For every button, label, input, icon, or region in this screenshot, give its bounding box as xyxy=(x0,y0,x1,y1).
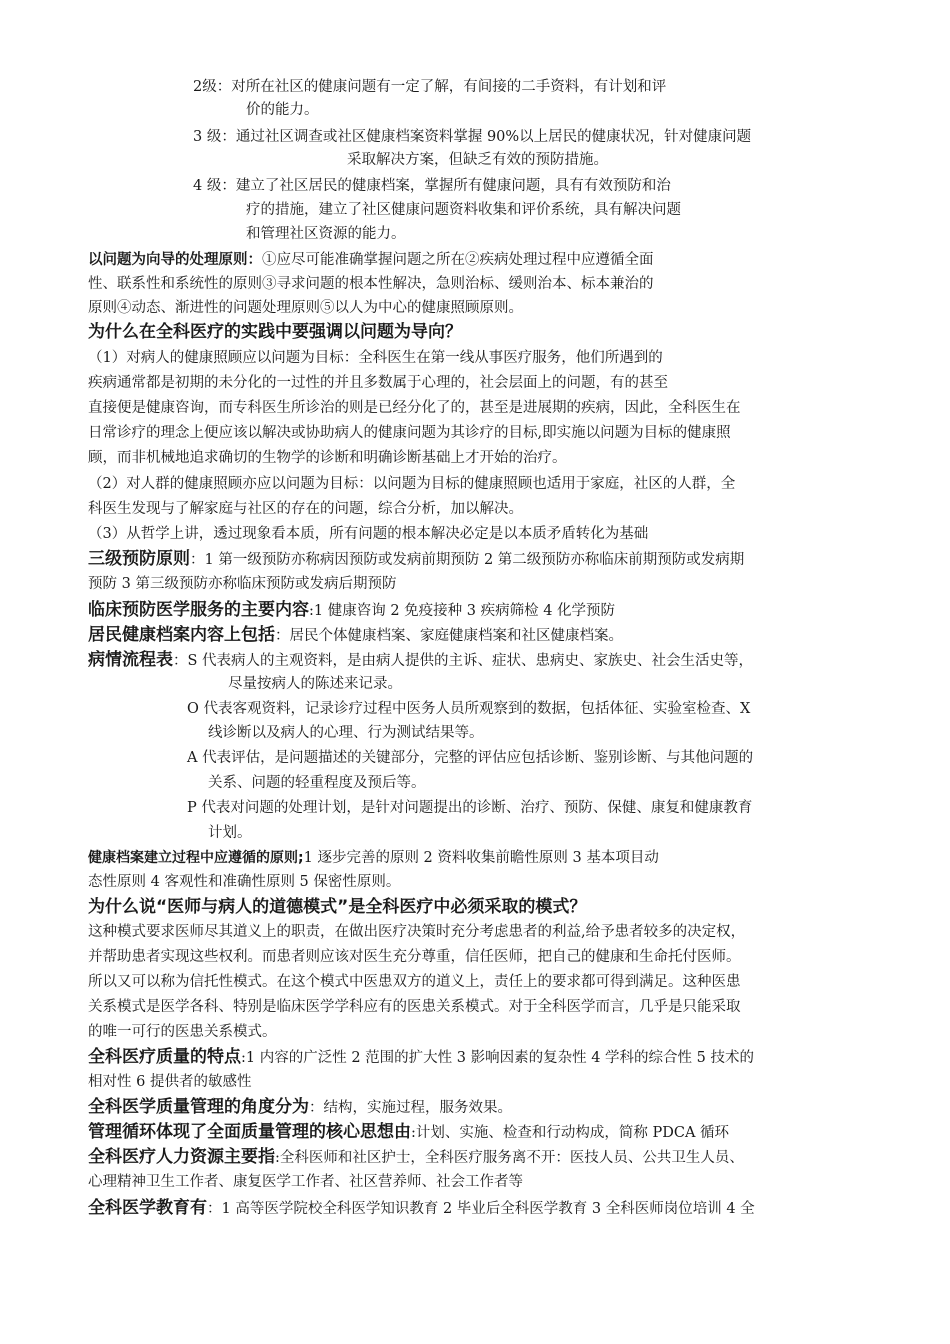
why-problem-p1-line-3: 直接便是健康咨询，而专科医生所诊治的则是已经分化了的，甚至是进展期的疾病，因此，全科医生在 xyxy=(88,400,741,416)
soap-s-line-2: 尽量按病人的陈述来记录。 xyxy=(228,676,402,692)
education-sep: ： xyxy=(207,1201,222,1217)
education-text: 1 高等医学院校全科医学知识教育 2 毕业后全科医学教育 3 全科医师岗位培训 4 全 xyxy=(221,1201,755,1217)
hr-sep: : xyxy=(275,1150,280,1166)
soap-title: 病情流程表 xyxy=(88,650,173,670)
ethics-line-2: 并帮助患者实现这些权利。而患者则应该对医生充分尊重，信任医师，把自己的健康和生命托付医师。 xyxy=(88,949,741,965)
why-problem-p1-line-5: 顾，而非机械地追求确切的生物学的诊断和明确诊断基础上才开始的治疗。 xyxy=(88,450,567,466)
principles-line-2: 性、联系性和系统性的原则③寻求问题的根本性解决，急则治标、缓则治本、标本兼治的 xyxy=(88,276,654,292)
education-title: 全科医学教育有 xyxy=(88,1198,207,1218)
records-line xyxy=(88,623,623,648)
why-problem-p2-line-1: （2）对人群的健康照顾亦应以问题为目标：以问题为目标的健康照顾也适用于家庭，社区的人群，全 xyxy=(88,476,736,492)
ethics-heading: 为什么说“医师与病人的道德模式”是全科医疗中必须采取的模式？ xyxy=(88,897,587,917)
records-title: 居民健康档案内容上包括 xyxy=(88,625,275,645)
clinical-text: 1 健康咨询 2 免疫接种 3 疾病筛检 4 化学预防 xyxy=(313,603,616,619)
why-problem-heading: 为什么在全科医疗的实践中要强调以问题为导向？ xyxy=(88,322,462,342)
records-sep: ： xyxy=(275,628,290,644)
clinical-line xyxy=(88,598,615,623)
hr-title: 全科医疗人力资源主要指 xyxy=(88,1147,275,1167)
quality-title: 全科医疗质量的特点 xyxy=(88,1047,241,1067)
pdca-text: 计划、实施、检查和行动构成，简称 PDCA 循环 xyxy=(415,1125,730,1141)
why-problem-p1-line-4: 日常诊疗的理念上便应该以解决或协助病人的健康问题为其诊疗的目标,即实施以问题为目标的健康照 xyxy=(88,425,731,441)
clinical-sep: : xyxy=(309,603,314,619)
why-problem-p2-line-2: 科医生发现与了解家庭与社区的存在的问题，综合分析，加以解决。 xyxy=(88,501,523,517)
pdca-sep: : xyxy=(411,1125,416,1141)
archive-line-2: 态性原则 4 客观性和准确性原则 5 保密性原则。 xyxy=(88,874,401,890)
archive-text-1: 1 逐步完善的原则 2 资料收集前瞻性原则 3 基本项目动 xyxy=(303,850,659,866)
soap-p-line-2: 计划。 xyxy=(208,825,252,841)
mgmt-angle-title: 全科医学质量管理的角度分为 xyxy=(88,1097,309,1117)
soap-s-line-1 xyxy=(88,648,753,673)
hr-text-1: 全科医师和社区护士，全科医疗服务离不开：医技人员、公共卫生人员、 xyxy=(279,1150,744,1166)
principles-line-1 xyxy=(88,248,654,272)
soap-a-line-1: A 代表评估，是问题描述的关键部分，完整的评估应包括诊断、鉴别诊断、与其他问题的 xyxy=(187,750,754,766)
why-problem-p1-line-2: 疾病通常都是初期的未分化的一过性的并且多数属于心理的，社会层面上的问题，有的甚至 xyxy=(88,375,668,391)
mgmt-angle-sep: ： xyxy=(309,1100,324,1116)
soap-sep: ： xyxy=(173,653,188,669)
prevention-line-1 xyxy=(88,547,744,572)
why-problem-p3: （3）从哲学上讲，透过现象看本质，所有问题的根本解决必定是以本质矛盾转化为基础 xyxy=(88,526,649,542)
principles-text-1: ①应尽可能准确掌握问题之所在②疾病处理过程中应遵循全面 xyxy=(262,252,654,268)
principles-line-3: 原则④动态、渐进性的问题处理原则⑤以人为中心的健康照顾原则。 xyxy=(88,300,523,316)
ethics-line-1: 这种模式要求医师尽其道义上的职责，在做出医疗决策时充分考虑患者的利益,给予患者较多的决定权， xyxy=(88,924,746,940)
archive-line-1 xyxy=(88,846,659,870)
soap-o-line-2: 线诊断以及病人的心理、行为测试结果等。 xyxy=(208,725,484,741)
hr-line-2: 心理精神卫生工作者、康复医学工作者、社区营养师、社会工作者等 xyxy=(88,1174,523,1190)
prevention-title: 三级预防原则 xyxy=(88,549,190,569)
archive-title: 健康档案建立过程中应遵循的原则 xyxy=(88,850,298,866)
level-2-line-2: 价的能力。 xyxy=(246,102,319,118)
prevention-line-2: 预防 3 第三级预防亦称临床预防或发病后期预防 xyxy=(88,576,397,592)
level-4-line-2: 疗的措施，建立了社区健康问题资料收集和评价系统，具有解决问题 xyxy=(246,202,681,218)
pdca-line xyxy=(88,1120,729,1145)
soap-a-line-2: 关系、问题的轻重程度及预后等。 xyxy=(208,775,426,791)
ethics-line-4: 关系模式是医学各科、特别是临床医学学科应有的医患关系模式。对于全科医学而言，几乎是只能采取 xyxy=(88,999,741,1015)
education-line xyxy=(88,1196,755,1221)
level-4-line-3: 和管理社区资源的能力。 xyxy=(246,226,406,242)
ethics-line-3: 所以又可以称为信托性模式。在这个模式中医患双方的道义上，责任上的要求都可得到满足。这种医患 xyxy=(88,974,741,990)
quality-sep: : xyxy=(241,1050,246,1066)
quality-text-1: 1 内容的广泛性 2 范围的扩大性 3 影响因素的复杂性 4 学科的综合性 5 技术的 xyxy=(245,1050,754,1066)
quality-line-1 xyxy=(88,1045,754,1070)
prevention-text-1: 1 第一级预防亦称病因预防或发病前期预防 2 第二级预防亦称临床前期预防或发病期 xyxy=(204,552,745,568)
soap-s-text-1: S 代表病人的主观资料，是由病人提供的主诉、症状、患病史、家族史、社会生活史等， xyxy=(187,653,754,669)
hr-line-1 xyxy=(88,1145,744,1170)
level-4-line-1: 4 级：建立了社区居民的健康档案，掌握所有健康问题，具有有效预防和治 xyxy=(193,178,671,194)
mgmt-angle-text: 结构，实施过程，服务效果。 xyxy=(323,1100,512,1116)
why-problem-p1-line-1: （1）对病人的健康照顾应以问题为目标：全科医生在第一线从事医疗服务，他们所遇到的 xyxy=(88,350,663,366)
prevention-sep: ： xyxy=(190,552,205,568)
level-2-line-1: 2级：对所在社区的健康问题有一定了解，有间接的二手资料，有计划和评 xyxy=(193,79,667,95)
principles-title: 以问题为向导的处理原则： xyxy=(88,252,262,268)
soap-o-line-1: O 代表客观资料，记录诊疗过程中医务人员所观察到的数据，包括体征、实验室检查、X xyxy=(187,701,751,717)
records-text: 居民个体健康档案、家庭健康档案和社区健康档案。 xyxy=(289,628,623,644)
pdca-title: 管理循环体现了全面质量管理的核心思想由 xyxy=(88,1122,411,1142)
level-3-line-1: 3 级：通过社区调查或社区健康档案资料掌握 90%以上居民的健康状况，针对健康问题 xyxy=(193,129,752,145)
clinical-title: 临床预防医学服务的主要内容 xyxy=(88,600,309,620)
mgmt-angle-line xyxy=(88,1095,512,1120)
level-3-line-2: 采取解决方案，但缺乏有效的预防措施。 xyxy=(347,152,608,168)
archive-sep: ; xyxy=(298,850,304,866)
soap-p-line-1: P 代表对问题的处理计划，是针对问题提出的诊断、治疗、预防、保健、康复和健康教育 xyxy=(187,800,753,816)
ethics-line-5: 的唯一可行的医患关系模式。 xyxy=(88,1024,277,1040)
quality-line-2: 相对性 6 提供者的敏感性 xyxy=(88,1074,252,1090)
